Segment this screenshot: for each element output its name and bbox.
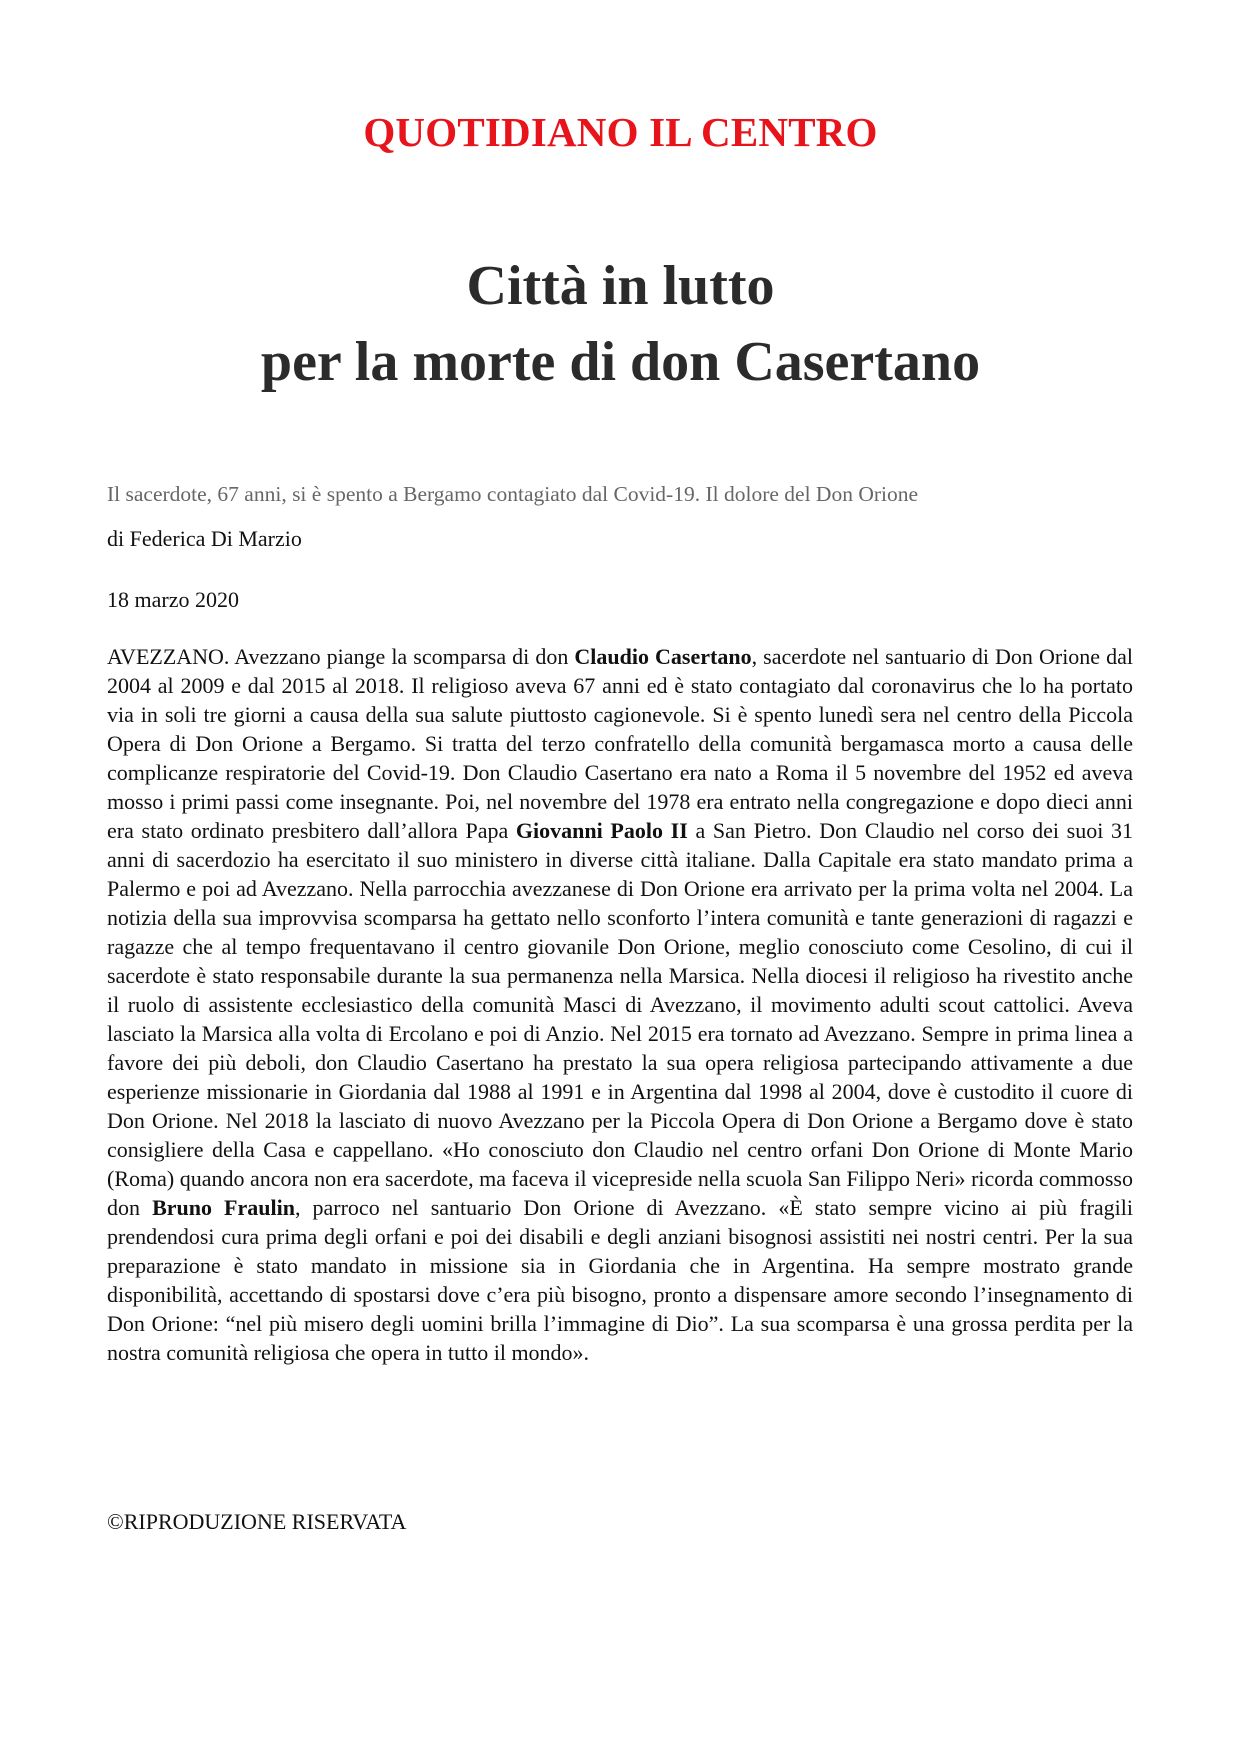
article-headline	[0, 248, 1241, 400]
body-text-4: , parroco nel santuario Don Orione di Avezzano. «È stato sempre vicino ai più fragili prendendosi cura prima degli orfani e poi dei disabili e degli anziani bisognosi assistiti nei nostri centri. Per la sua preparazione è stato mandato in missione sia in Giordania che in Argentina. Ha sempre mostrato grande disponibilità, accettando di spostarsi dove c’era più bisogno, pronto a dispensare amore secondo l’insegnamento di Don Orione: “nel più misero degli uomini brilla l’immagine di Dio”. La sua scomparsa è una grossa perdita per la nostra comunità religiosa che opera in tutto il mondo».	[107, 1195, 1133, 1365]
body-name-bruno-fraulin: Bruno Fraulin	[152, 1195, 295, 1220]
article-body	[107, 642, 1133, 1367]
body-text-1: AVEZZANO. Avezzano piange la scomparsa di don	[107, 644, 575, 669]
body-name-claudio-casertano: Claudio Casertano	[574, 644, 752, 669]
body-text-2: , sacerdote nel santuario di Don Orione dal 2004 al 2009 e dal 2015 al 2018. Il religioso aveva 67 anni ed è stato contagiato dal coronavirus che lo ha portato via in soli tre giorni a causa della sua salute piuttosto cagionevole. Si è spento lunedì sera nel centro della Piccola Opera di Don Orione a Bergamo. Si tratta del terzo confratello della comunità bergamasca morto a causa delle complicanze respiratorie del Covid-19. Don Claudio Casertano era nato a Roma il 5 novembre del 1952 ed aveva mosso i primi passi come insegnante. Poi, nel novembre del 1978 era entrato nella congregazione e dopo dieci anni era stato ordinato presbitero dall’allora Papa	[107, 644, 1134, 843]
copyright-notice: ©RIPRODUZIONE RISERVATA	[107, 1509, 407, 1534]
article-date: 18 marzo 2020	[107, 587, 239, 612]
article-subtitle: Il sacerdote, 67 anni, si è spento a Bergamo contagiato dal Covid-19. Il dolore del Don Orione	[107, 482, 919, 506]
newspaper-masthead: QUOTIDIANO IL CENTRO	[363, 109, 878, 155]
article-byline: di Federica Di Marzio	[107, 526, 302, 551]
body-text-3: a San Pietro. Don Claudio nel corso dei suoi 31 anni di sacerdozio ha esercitato il suo ministero in diverse città italiane. Dalla Capitale era stato mandato prima a Palermo e poi ad Avezzano. Nella parrocchia avezzanese di Don Orione era arrivato per la prima volta nel 2004. La notizia della sua improvvisa scomparsa ha gettato nello sconforto l’intera comunità e tante generazioni di ragazzi e ragazze che al tempo frequentavano il centro giovanile Don Orione, meglio conosciuto come Cesolino, di cui il sacerdote è stato responsabile durante la sua permanenza nella Marsica. Nella diocesi il religioso ha rivestito anche il ruolo di assistente ecclesiastico della comunità Masci di Avezzano, il movimento adulti scout cattolici. Aveva lasciato la Marsica alla volta di Ercolano e poi di Anzio. Nel 2015 era tornato ad Avezzano. Sempre in prima linea a favore dei più deboli, don Claudio Casertano ha prestato la sua opera religiosa partecipando attivamente a due esperienze missionarie in Giordania dal 1988 al 1991 e in Argentina dal 1998 al 2004, dove è custodito il cuore di Don Orione. Nel 2018 la lasciato di nuovo Avezzano per la Piccola Opera di Don Orione a Bergamo dove è stato consigliere della Casa e cappellano. «Ho conosciuto don Claudio nel centro orfani Don Orione di Monte Mario (Roma) quando ancora non era sacerdote, ma faceva il vicepreside nella scuola San Filippo Neri» ricorda commosso don	[107, 818, 1133, 1220]
headline-line-1: Città in lutto	[466, 255, 775, 317]
body-name-giovanni-paolo: Giovanni Paolo II	[515, 818, 688, 843]
headline-line-2: per la morte di don Casertano	[260, 331, 981, 393]
